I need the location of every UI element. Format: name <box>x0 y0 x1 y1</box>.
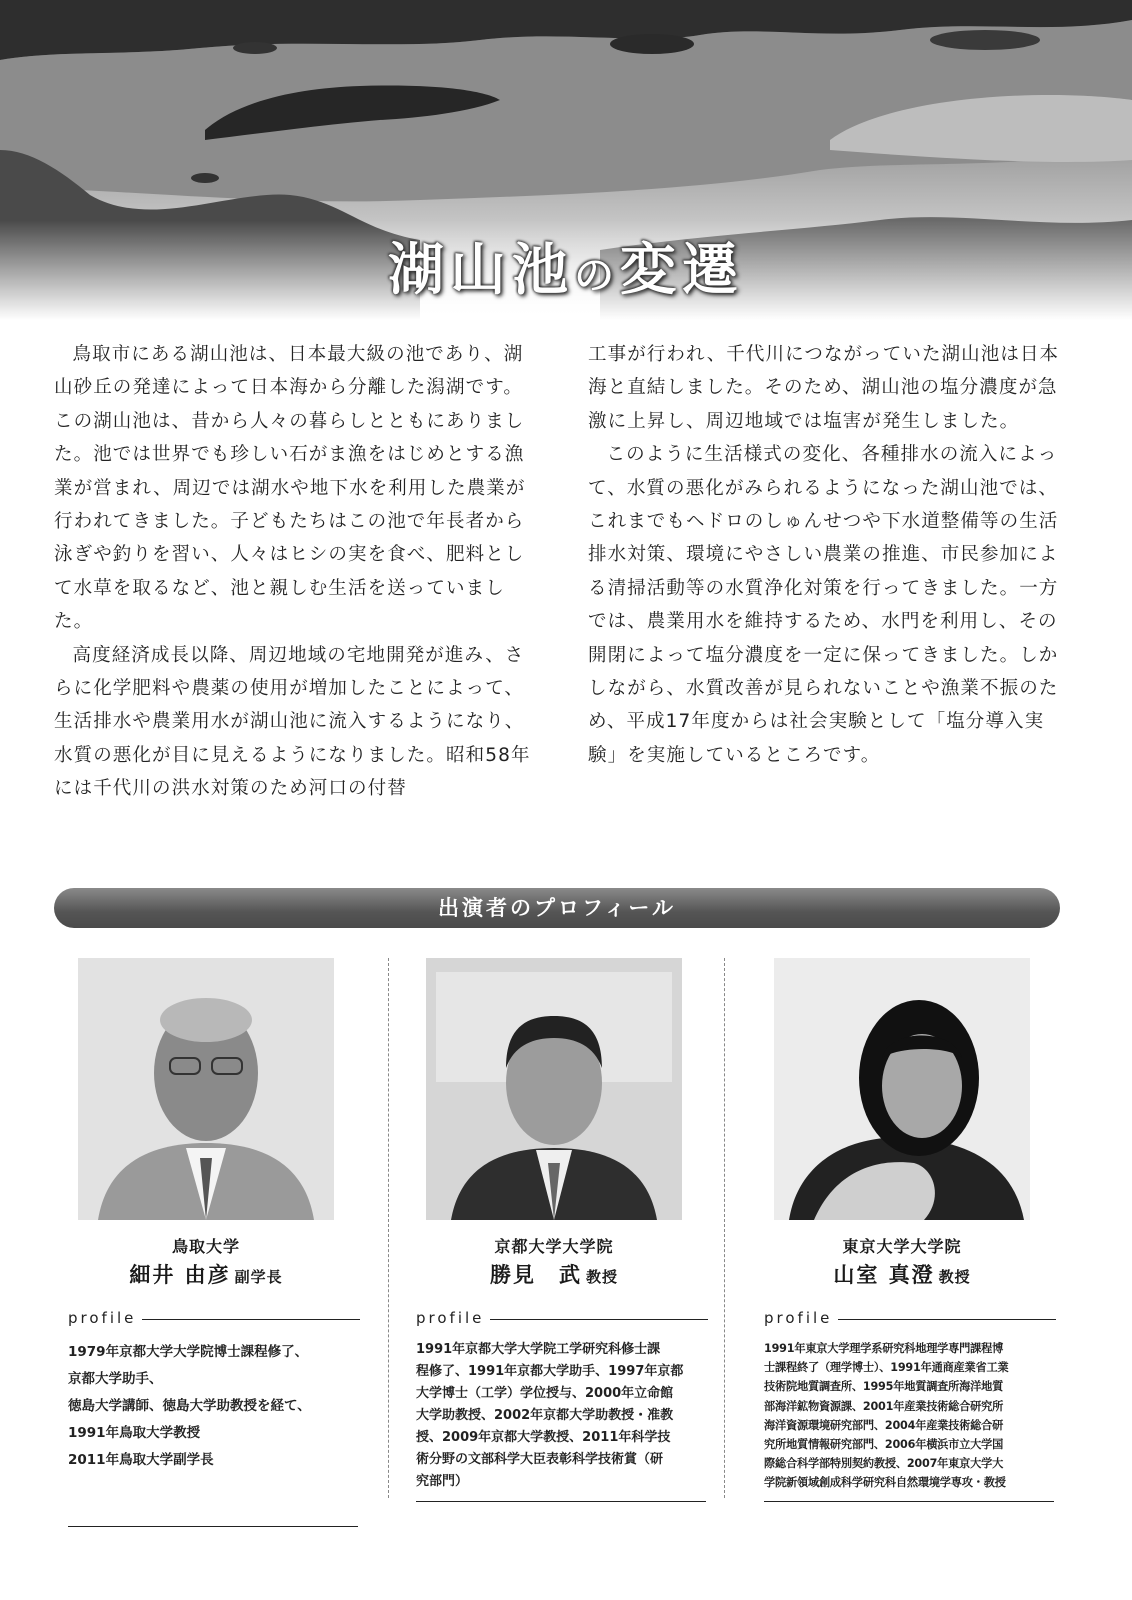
bio-line: 1979年京都大学大学院博士課程修了、 <box>68 1344 309 1360</box>
name-text: 細井 由彦 <box>129 1263 231 1287</box>
profile-label: profile <box>416 1309 490 1327</box>
title-text-1: 湖山池 <box>388 238 574 303</box>
profile-card-2 <box>404 958 704 1502</box>
affiliation: 東京大学大学院 <box>842 1237 962 1256</box>
profile-heading <box>764 1309 1056 1329</box>
bio <box>68 1339 358 1474</box>
bio-bottom-rule <box>416 1501 706 1502</box>
bio-line: 技術院地質調査所、1995年地質調査所海洋地質 <box>764 1380 1004 1394</box>
column-divider <box>388 958 389 1498</box>
bio-line: 海洋資源環境研究部門、2004年産業技術総合研 <box>764 1418 1004 1432</box>
person-name <box>752 1259 1052 1289</box>
profile-heading <box>68 1309 360 1329</box>
bio <box>416 1339 706 1493</box>
bio-line: 究所地質情報研究部門、2006年横浜市立大学国 <box>764 1438 1004 1452</box>
position-title: 教授 <box>938 1268 971 1286</box>
person-silhouette-icon <box>426 958 682 1220</box>
bio-line: 1991年鳥取大学教授 <box>68 1425 201 1441</box>
person-silhouette-icon <box>774 958 1030 1220</box>
portrait-photo <box>78 958 334 1220</box>
article-right-column <box>588 338 1070 772</box>
bio-line: 程修了、1991年京都大学助手、1997年京都 <box>416 1364 684 1379</box>
bio <box>764 1339 1054 1493</box>
article-paragraph: 鳥取市にある湖山池は、日本最大級の池であり、湖山砂丘の発達によって日本海から分離した潟湖です。この湖山池は、昔から人々の暮らしとともにありました。池では世界でも珍しい石がま漁をはじめとする漁業が営まれ、周辺では湖水や地下水を利用した農業が行われてきました。子どもたちはこの池で年長者から泳ぎや釣りを習い、人々はヒシの実を食べ、肥料として水草を取るなど、池と親しむ生活を送っていました。 <box>54 344 526 633</box>
position-title: 教授 <box>585 1268 618 1286</box>
column-divider <box>724 958 725 1498</box>
person-name <box>56 1259 356 1289</box>
bio-line: 術分野の文部科学大臣表彰科学技術賞（研 <box>416 1452 664 1467</box>
bio-line: 授、2009年京都大学教授、2011年科学技 <box>416 1430 671 1445</box>
title-text-2: 変遷 <box>620 238 744 303</box>
bio-line: 部海洋鉱物資源課、2001年産業技術総合研究所 <box>764 1399 1004 1413</box>
profile-label: profile <box>764 1309 838 1327</box>
bio-line: 京都大学助手、 <box>68 1371 163 1387</box>
bio-line: 士課程終了（理学博士）、1991年通商産業省工業 <box>764 1361 1009 1375</box>
portrait-photo <box>426 958 682 1220</box>
profile-label: profile <box>68 1309 142 1327</box>
title-text-no: の <box>574 253 620 299</box>
bio-bottom-rule <box>764 1501 1054 1502</box>
profile-heading <box>416 1309 708 1329</box>
portrait-photo <box>774 958 1030 1220</box>
hero-lake-photo <box>0 0 1132 320</box>
profile-card-3 <box>752 958 1052 1502</box>
position-title: 副学長 <box>234 1268 283 1286</box>
article-paragraph-continued: 工事が行われ、千代川につながっていた湖山池は日本海と直結しました。そのため、湖山池の塩分濃度が急激に上昇し、周辺地域では塩害が発生しました。 <box>588 344 1060 432</box>
name-text: 勝見 武 <box>489 1263 582 1287</box>
affiliation: 鳥取大学 <box>171 1237 240 1256</box>
bio-line: 2011年鳥取大学副学長 <box>68 1452 214 1468</box>
bio-bottom-rule <box>68 1526 358 1527</box>
name-text: 山室 真澄 <box>833 1263 935 1287</box>
bio-line: 大学助教授、2002年京都大学助教授・准教 <box>416 1408 674 1423</box>
profile-card-1 <box>56 958 356 1527</box>
bio-line: 際総合科学部特別契約教授、2007年東京大学大 <box>764 1457 1004 1471</box>
bio-line: 学院新領域創成科学研究科自然環境学専攻・教授 <box>764 1476 1006 1490</box>
bio-line: 徳島大学講師、徳島大学助教授を経て、 <box>68 1398 311 1414</box>
article-left-column <box>54 338 536 806</box>
bio-line: 大学博士（工学）学位授与、2000年立命館 <box>416 1386 674 1401</box>
person-silhouette-icon <box>78 958 334 1220</box>
bio-line: 究部門） <box>416 1474 469 1489</box>
article-paragraph: 高度経済成長以降、周辺地域の宅地開発が進み、さらに化学肥料や農薬の使用が増加したことによって、生活排水や農業用水が湖山池に流入するようになり、水質の悪化が目に見えるようになりました。昭和58年には千代川の洪水対策のため河口の付替 <box>54 644 531 800</box>
bio-line: 1991年東京大学理学系研究科地理学専門課程博 <box>764 1342 1004 1355</box>
article-paragraph: このように生活様式の変化、各種排水の流入によって、水質の悪化がみられるようになった湖山池では、これまでもヘドロのしゅんせつや下水道整備等の生活排水対策、環境にやさしい農業の推進、市民参加による清掃活動等の水質浄化対策を行ってきました。一方では、農業用水を維持するため、水門を利用し、その開閉によって塩分濃度を一定に保ってきました。しかしながら、水質改善が見られないことや漁業不振のため、平成17年度からは社会実験として「塩分導入実験」を実施しているところです。 <box>588 444 1059 766</box>
person-name <box>404 1259 704 1289</box>
affiliation: 京都大学大学院 <box>494 1237 614 1256</box>
page-title <box>0 226 1132 306</box>
bio-line: 1991年京都大学大学院工学研究科修士課 <box>416 1342 661 1357</box>
section-heading-bar: 出演者のプロフィール <box>54 888 1060 928</box>
